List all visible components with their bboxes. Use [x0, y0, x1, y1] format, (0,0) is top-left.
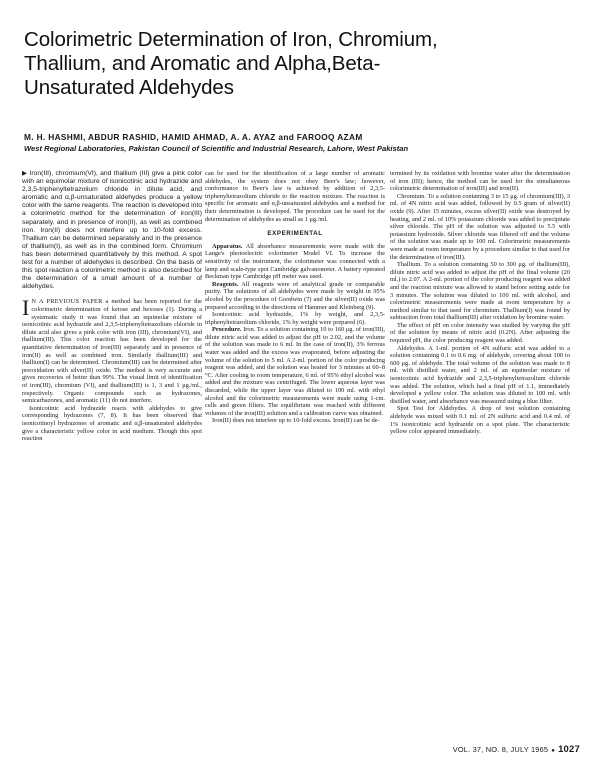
- chromium-paragraph: Chromium. To a solution containing 3 to 15 μg. of chromium(III), 3 ml. of 4N nitric acid was added, followed by 0.5 gram of silver(II) oxide (9). After 15 minutes, excess silver(II) oxide was destroyed by heating, and 2 ml. of 10% potassium chloride was added to precipitate silver chloride. The pH of the solution was adjusted to 5.5 with potassium hydroxide. Silver chloride was filtered off and the volume of the solution was made up to 100 ml. Colorimetric measurements were made at room temperature by a procedure similar to that used for the determination of iron(III).: [390, 192, 570, 261]
- article-body: [0, 170, 600, 740]
- intro-paragraph: [22, 295, 202, 405]
- journal-citation: VOL. 37, NO. 8, JULY 1965: [452, 745, 549, 754]
- article-title: [24, 28, 564, 100]
- section-heading-experimental: EXPERIMENTAL: [267, 230, 323, 238]
- reagents-paragraph: [205, 281, 385, 311]
- title-line-3: Unsaturated Aldehydes: [24, 76, 234, 99]
- run-in-heading: Apparatus.: [212, 242, 243, 250]
- apparatus-text: All absorbance measurements were made with the Lange's photoelectric colorimeter Model VI. To increase the sensitivity of the instrument, the colorimeter was connected with a lamp and scale-type spot Cambridge galvanometer. A battery operated Beckman type Cambridge pH meter was used.: [205, 242, 385, 281]
- intro-text: a method has been reported for the colorimetric determination of ketose and hexoses (1). During a systematic study it was found that an equimolar mixture of isonicotinic acid hydrazide and 2,3,5-triphenyltetrazolium chloride in dilute acid also gives a pink color with iron (III), chromium(VI), and thallium(III). This color reaction has been developed for the quantitative determination of iron(III) separately and in presence of iron(II) as well as combined iron. Similarly thallium(III) and thallium(I) can be determined. Chromium(III) can be determined after preoxidation with silver(II) oxide. The method is very accurate and gives recoveries of better than 99%. The visual limit of identification of iron(III), chromium (VI), and thallium(III) is 1, 3 and 1 μg./ml., respectively. Organic compounds such as hydrazones, semicarbazones, and aromatic (11) do not interfere.: [22, 298, 202, 405]
- intro-paragraph-2: Isonicotinic acid hydrazide reacts with aldehydes to give corresponding hydrazones (7, 8). It has been observed that isonicotinoyl hydrazones of aromatic and α,β-unsaturated aldehydes give a characteristic yellow color in acid medium. Though this spot reaction: [22, 404, 202, 443]
- apparatus-paragraph: [205, 243, 385, 281]
- run-in-heading: Procedure.: [212, 326, 242, 334]
- triangle-bullet-icon: ▶: [22, 170, 28, 177]
- aldehydes-paragraph: Aldehydes. A 1-ml. portion of 4N sulfuric acid was added to a solution containing 0.1 to 0.6 mg. of aldehyde, covering about 100 to 600 μg. of aldehyde. The total volume of the solution was made to 8 ml. with distilled water, and 2 ml. of an equimolar mixture of isonicotinic acid hydrazide and 2,3,5-triphenyltetrazolium chloride was added. The solution, which had a final pH of 1.1, immediately developed a yellow color. The solution was diluted to 100 ml. with distilled water, and absorbance was measured using a blue filter.: [390, 344, 570, 405]
- reagents-text: All reagents were of analytical grade or comparable purity. The solutions of all aldehydes were made by weight in 95% alcohol by the procedure of Goodwin (7) and the silver(II) oxide was prepared according to the directions of Hammer and Kleinberg (9).: [205, 280, 385, 311]
- body-paragraph: can be used for the identification of a large number of aromatic aldehydes, the system does not obey Beer's law; however, conformance to Beer's law is achieved by addition of 2,3,5-triphenyltetrazolium chloride to the reaction mixture. The reaction is specific for aromatic and α,β-unsaturated aldehydes and a method for their determination is developed. The procedure can be used for the determination of aldehydes as small as 1 μg./ml.: [205, 170, 385, 223]
- title-line-2: Thallium, and Aromatic and Alpha,Beta-: [24, 52, 381, 75]
- spot-test-paragraph: Spot Test for Aldehydes. A drop of test solution containing aldehyde was mixed with 0.1 ml. of 2N sulfuric acid and 0.4 ml. of 1% isonicotinic acid hydrazide on a spot plate. The characteristic yellow color appeared immediately.: [390, 405, 570, 436]
- page-footer: [420, 744, 580, 755]
- ph-effect-paragraph: The effect of pH on color intensity was studied by varying the pH of the solution by means of nitric acid (0.2N). After adjusting the required pH, the color producing reagent was added.: [390, 321, 570, 345]
- thallium-paragraph: Thallium. To a solution containing 50 to 300 μg. of thallium(III), dilute nitric acid was added to adjust the pH of the final volume (20 ml.) to 2.07. A 2-ml. portion of the color producing reagent was added and the reaction mixture was allowed to stand before setting aside for 3 minutes. The solution was diluted to 100 ml. with alcohol, and colorimetric measurements were made at room temperature by a method similar to that used for chromium. Thallium(I) was found by subtraction from total thallium(III) after oxidation by bromine water.: [390, 261, 570, 322]
- procedure-paragraph-2: Iron(II) does not interfere up to 10-fold excess. Iron(II) can be de-: [212, 417, 380, 425]
- procedure-text: Iron. To a solution containing 10 to 160 μg. of iron(III), dilute nitric acid was added to adjust the pH to 2.02, and the volume of the solution was made to 6 ml. In the case of iron(II), 3% ferrous water was added and the excess was evaporated, before adjusting the volume of the solution to 5 ml. A 2-ml. portion of the color producing reagent was added, and the solution was heated for 3 minutes at 60–8 °C. After cooling to room temperature, 6 ml. of 95% ethyl alcohol was added and the mixture was centrifuged. The lower aqueous layer was discarded, while the upper layer was diluted to 100 ml. with ethyl alcohol and the colorimetric measurements were made using 1-cm. cells and green filters. The equilibrium was reached with different volumes of the iron(III) solution and a calibration curve was obtained.: [205, 326, 385, 417]
- author-list: M. H. HASHMI, ABDUR RASHID, HAMID AHMAD, A. A. AYAZ and FAROOQ AZAM: [24, 132, 363, 142]
- column-left: [22, 170, 202, 443]
- abstract: [22, 170, 202, 291]
- drop-cap: I: [22, 295, 30, 321]
- page-number: 1027: [558, 744, 580, 755]
- column-right: [390, 170, 570, 436]
- title-line-1: Colorimetric Determination of Iron, Chromium,: [24, 28, 438, 51]
- procedure-paragraph: [205, 326, 385, 417]
- body-paragraph: termined by its oxidation with bromine water after the determination of iron (III); hence, the method can be used for the simultaneous colorimetric determination of iron(III) and iron(II).: [390, 170, 570, 193]
- intro-lead: N A PREVIOUS PAPER: [31, 298, 103, 306]
- run-in-heading: Reagents.: [212, 280, 239, 288]
- bullet-separator-icon: ●: [551, 748, 556, 754]
- reagents-paragraph-2: Isonicotinic acid hydrazide, 1% by weight, and 2,3,5-triphenyltetrazolium chloride, 1% by weight were prepared (6).: [205, 311, 385, 326]
- affiliation: West Regional Laboratories, Pakistan Council of Scientific and Industrial Research, Lahore, West Pakistan: [24, 144, 409, 153]
- abstract-text: Iron(III), chromium(VI), and thallium (III) give a pink color with an equimolar mixture of isonicotinic acid hydrazide and 2,3,5-triphenyltetrazolium chloride in dilute acid, and aromatic and α,β-unsaturated aldehydes produce a yellow color with the same reagents. The reaction is developed into a colorimetric method for the determination of iron(III) separately, and in presence of iron(II), as well as combined iron. Iron(II) does not interfere up to 10-fold excess. Thallium can be determined separately and in the presence of thallium(I), as well as in the combined form. Chromium has been determined quantitatively by this method. A spot test for a number of aldehydes is described. On the basis of this spot reaction a colorimetric method is also described for the determination of a small amount of a number of aldehydes.: [22, 170, 202, 291]
- column-middle: [205, 170, 385, 425]
